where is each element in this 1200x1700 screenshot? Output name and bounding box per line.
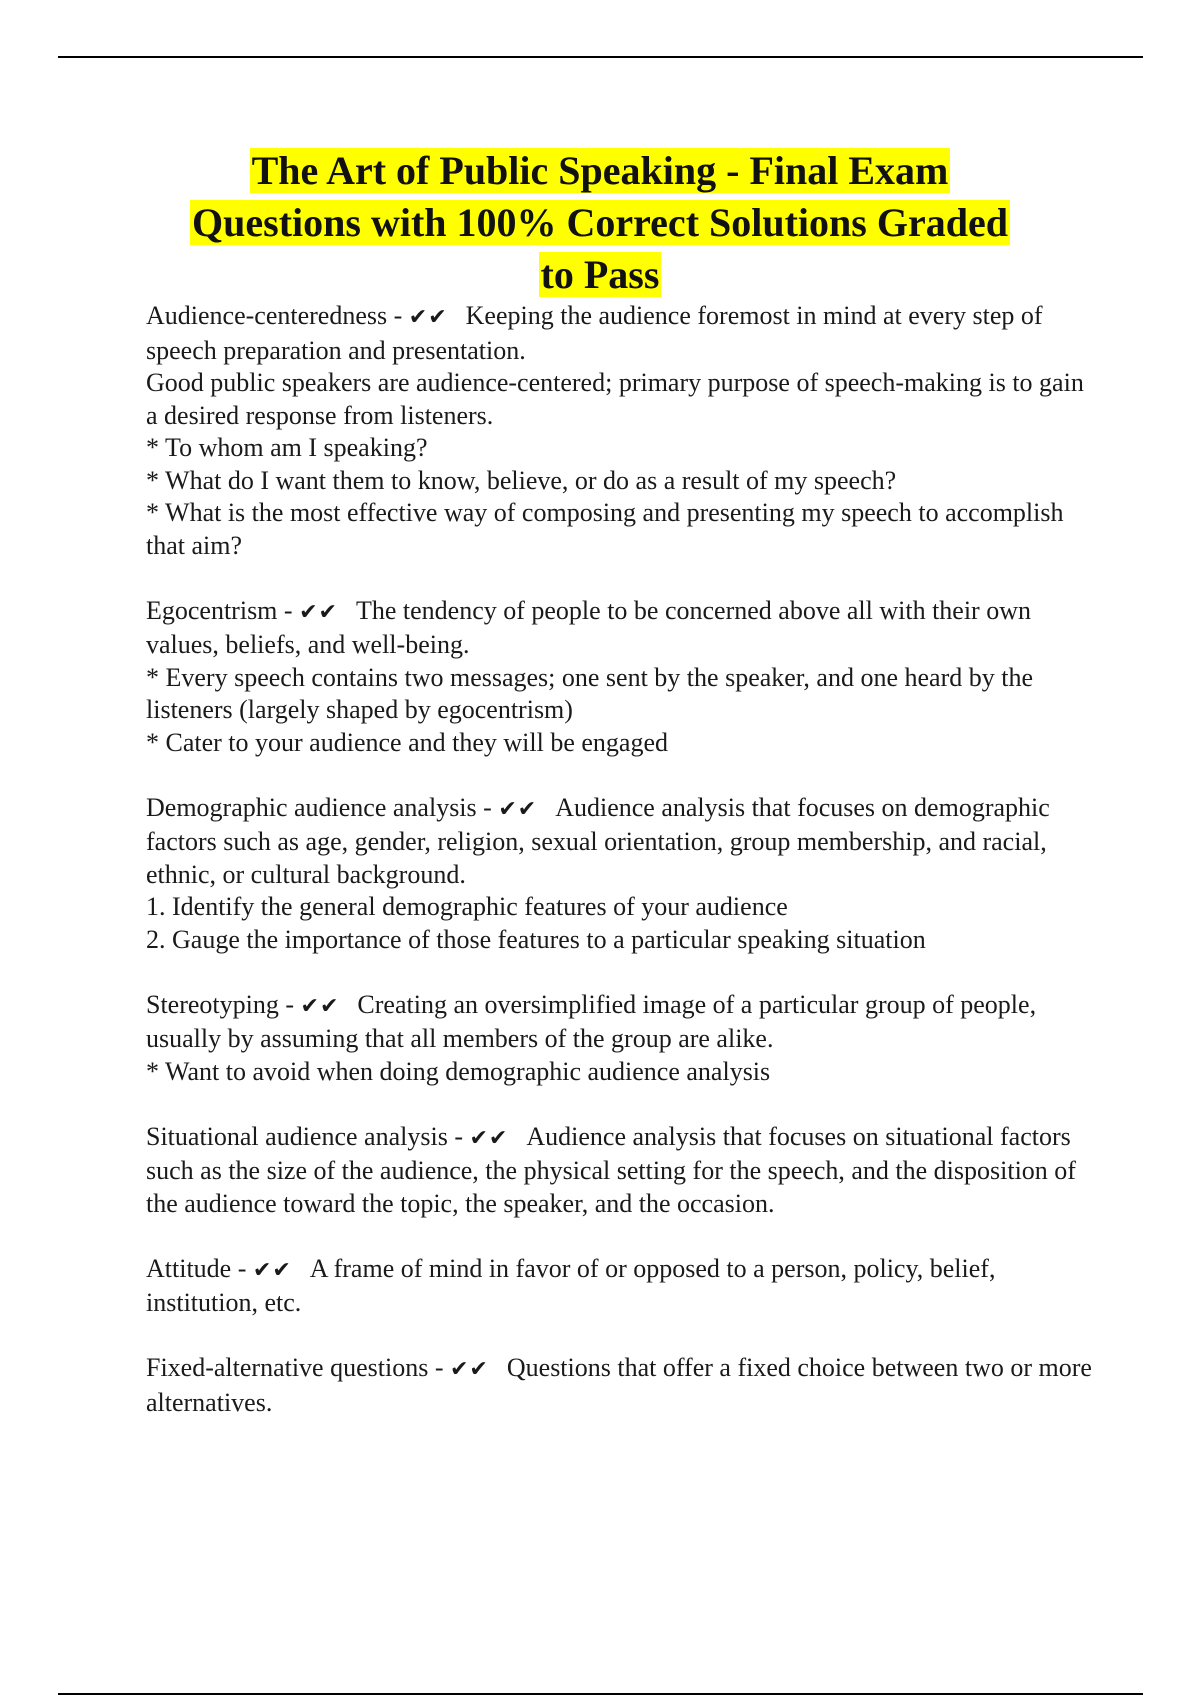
- definition: The tendency of people to be concerned above all with their own values, beliefs, and well-being.: [146, 595, 1031, 659]
- note: * What is the most effective way of composing and presenting my speech to accomplish that aim?: [146, 498, 1064, 560]
- entry-demographic-audience-analysis: [146, 792, 1096, 957]
- bottom-rule: [58, 1693, 1143, 1695]
- note: Good public speakers are audience-centered; primary purpose of speech-making is to gain a desired response from listeners.: [146, 368, 1084, 430]
- term-line: Demographic audience analysis - ✔✔ Audience analysis that focuses on demographic factors such as age, gender, religion, sexual orientation, group membership, and racial, ethnic, or cultural background.: [146, 792, 1050, 889]
- term-line: Egocentrism - ✔✔ The tendency of people to be concerned above all with their own values, beliefs, and well-being.: [146, 595, 1031, 659]
- top-rule: [58, 56, 1143, 58]
- note: * Cater to your audience and they will be engaged: [146, 727, 668, 757]
- term: Egocentrism: [146, 595, 278, 625]
- note: * To whom am I speaking?: [146, 433, 428, 462]
- double-check-icon: ✔✔: [498, 796, 538, 822]
- page-title: [100, 145, 1100, 301]
- definition: Audience analysis that focuses on demographic factors such as age, gender, religion, sexual orientation, group membership, and racial, ethnic, or cultural background.: [146, 792, 1050, 889]
- entry-stereotyping: [146, 989, 1096, 1089]
- term: Stereotyping: [146, 989, 279, 1019]
- title-line-1: The Art of Public Speaking - Final Exam: [251, 148, 949, 193]
- definition: Creating an oversimplified image of a particular group of people, usually by assuming that all members of the group are alike.: [146, 989, 1037, 1053]
- note: 2. Gauge the importance of those features to a particular speaking situation: [146, 924, 926, 954]
- double-check-icon: ✔✔: [300, 993, 340, 1019]
- title-line-2: Questions with 100% Correct Solutions Graded: [192, 200, 1008, 245]
- term: Demographic audience analysis: [146, 792, 477, 822]
- title-line-3: to Pass: [540, 252, 660, 297]
- term-line: Audience-centeredness - ✔✔ Keeping the audience foremost in mind at every step of speech preparation and presentation.: [146, 301, 1043, 365]
- note: * What do I want them to know, believe, or do as a result of my speech?: [146, 465, 897, 495]
- double-check-icon: ✔✔: [252, 1257, 292, 1283]
- entry-egocentrism: [146, 595, 1096, 760]
- definition: Keeping the audience foremost in mind at every step of speech preparation and presentation.: [146, 301, 1043, 365]
- definition: Questions that offer a fixed choice between two or more alternatives.: [146, 1353, 1092, 1417]
- note: 1. Identify the general demographic features of your audience: [146, 892, 788, 921]
- note: * Every speech contains two messages; one sent by the speaker, and one heard by the listeners (largely shaped by egocentrism): [146, 662, 1034, 724]
- double-check-icon: ✔✔: [299, 599, 338, 625]
- definition: A frame of mind in favor of or opposed to a person, policy, belief, institution, etc.: [146, 1253, 996, 1317]
- entry-situational-audience-analysis: [146, 1121, 1096, 1221]
- note: * Want to avoid when doing demographic audience analysis: [146, 1056, 771, 1086]
- term: Situational audience analysis: [146, 1121, 448, 1151]
- term-line: Situational audience analysis - ✔✔ Audience analysis that focuses on situational factors such as the size of the audience, the physical setting for the speech, and the disposition of the audience toward the topic, the speaker, and the occasion.: [146, 1121, 1076, 1218]
- flashcard-list: [146, 300, 1096, 1452]
- definition: Audience analysis that focuses on situational factors such as the size of the audience, the physical setting for the speech, and the disposition of the audience toward the topic, the speaker, and the occasion.: [146, 1121, 1076, 1218]
- term: Audience-centeredness: [146, 301, 388, 330]
- term: Attitude: [146, 1253, 232, 1283]
- double-check-icon: ✔✔: [469, 1125, 509, 1151]
- entry-audience-centeredness: [146, 300, 1096, 562]
- term-line: Fixed-alternative questions - ✔✔ Questions that offer a fixed choice between two or more alternatives.: [146, 1353, 1092, 1417]
- entry-fixed-alternative-questions: [146, 1352, 1096, 1419]
- double-check-icon: ✔✔: [408, 305, 448, 330]
- entry-attitude: [146, 1253, 1096, 1320]
- term-line: Attitude - ✔✔ A frame of mind in favor of or opposed to a person, policy, belief, institution, etc.: [146, 1253, 996, 1317]
- double-check-icon: ✔✔: [450, 1357, 489, 1382]
- term: Fixed-alternative questions: [146, 1353, 429, 1382]
- term-line: Stereotyping - ✔✔ Creating an oversimplified image of a particular group of people, usually by assuming that all members of the group are alike.: [146, 989, 1037, 1053]
